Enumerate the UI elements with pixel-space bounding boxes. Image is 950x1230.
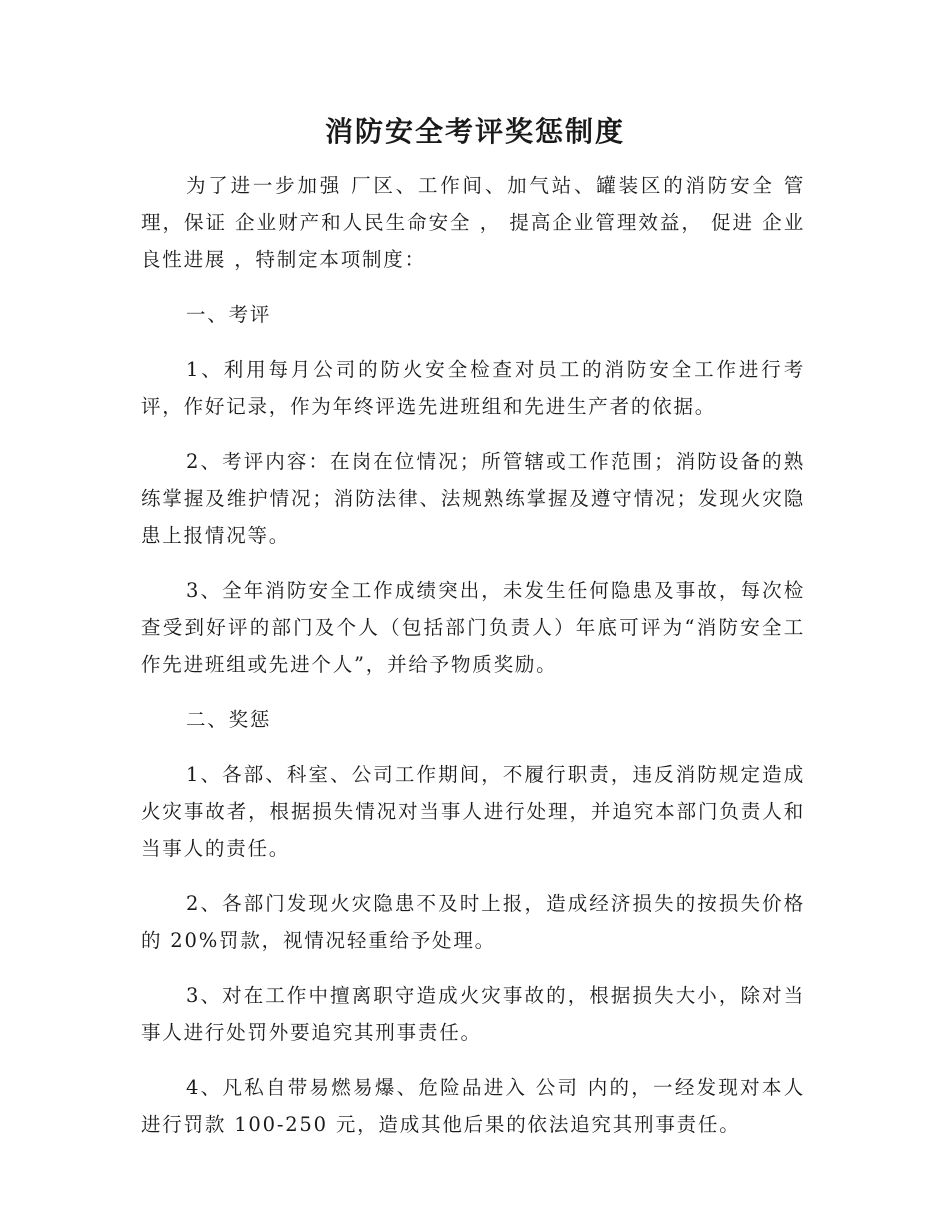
section-heading-rewards-penalties: 二、奖惩 <box>186 708 272 731</box>
document-body <box>141 167 805 1161</box>
intro-paragraph: 为了进一步加强 厂区、工作间、加气站、罐装区的消防安全 管理，保证 企业财产和人民生命安全 ， 提高企业管理效益， 促进 企业良性进展 ，特制定本项制度： <box>141 174 805 271</box>
penalty-item-1: 1、各部、科室、公司工作期间，不履行职责，违反消防规定造成火灾事故者，根据损失情况对当事人进行处理，并追究本部门负责人和当事人的责任。 <box>141 763 805 860</box>
evaluation-item-2: 2、考评内容：在岗在位情况；所管辖或工作范围；消防设备的熟练掌握及维护情况；消防法律、法规熟练掌握及遵守情况；发现火灾隐患上报情况等。 <box>141 450 805 547</box>
penalty-item-4: 4、凡私自带易燃易爆、危险品进入 公司 内的，一经发现对本人进行罚款 100-250 元，造成其他后果的依法追究其刑事责任。 <box>141 1076 805 1136</box>
penalty-item-2: 2、各部门发现火灾隐患不及时上报，造成经济损失的按损失价格的 20%罚款，视情况轻重给予处理。 <box>141 892 805 952</box>
penalty-item-3: 3、对在工作中擅离职守造成火灾事故的，根据损失大小，除对当事人进行处罚外要追究其刑事责任。 <box>141 984 805 1044</box>
section-heading-evaluation: 一、考评 <box>186 303 272 326</box>
evaluation-item-3: 3、全年消防安全工作成绩突出，未发生任何隐患及事故，每次检查受到好评的部门及个人（包括部门负责人）年底可评为“消防安全工作先进班组或先进个人”，并给予物质奖励。 <box>141 579 805 676</box>
document-title: 消防安全考评奖惩制度 <box>324 115 625 148</box>
evaluation-item-1: 1、利用每月公司的防火安全检查对员工的消防安全工作进行考评，作好记录，作为年终评选先进班组和先进生产者的依据。 <box>141 358 805 418</box>
